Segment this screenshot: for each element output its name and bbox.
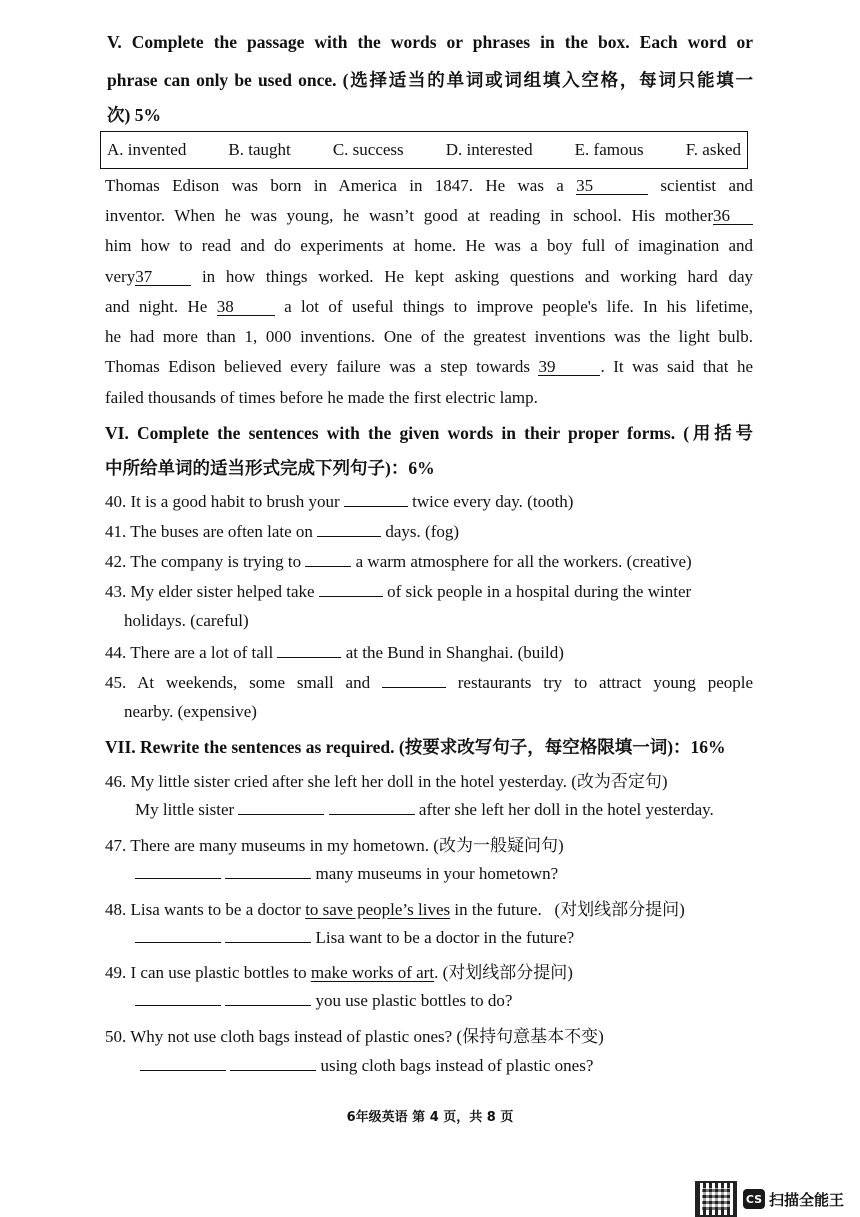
question-46: 46. My little sister cried after she left her doll in the hotel yesterday. (改为否定句) xyxy=(105,772,668,791)
answer-line-49: you use plastic bottles to do? xyxy=(135,990,512,1011)
answer-blank[interactable] xyxy=(317,521,381,537)
answer-blank[interactable] xyxy=(329,799,415,815)
camscanner-logo-icon: CS xyxy=(743,1189,765,1209)
qr-code-icon xyxy=(695,1181,737,1217)
question-45-cont: nearby. (expensive) xyxy=(124,702,257,721)
scanner-label: 扫描全能王 xyxy=(769,1190,845,1209)
question-49: 49. I can use plastic bottles to make works of art. (对划线部分提问) xyxy=(105,963,573,982)
question-42: 42. The company is trying to a warm atmosphere for all the workers. (creative) xyxy=(105,552,692,571)
answer-line-50: using cloth bags instead of plastic ones? xyxy=(140,1055,593,1076)
word-option: F. asked xyxy=(685,140,741,159)
section5-heading-line3: 次) 5% xyxy=(107,105,161,125)
answer-blank[interactable] xyxy=(344,491,408,507)
passage-line: Thomas Edison believed every failure was a step towards 39 . It was said that he xyxy=(105,357,753,376)
answer-blank[interactable] xyxy=(225,990,311,1006)
blank-39[interactable]: 39 xyxy=(538,358,600,376)
answer-line-47: many museums in your hometown? xyxy=(135,863,558,884)
answer-blank[interactable] xyxy=(225,927,311,943)
word-option: A. invented xyxy=(107,140,187,159)
answer-blank[interactable] xyxy=(135,863,221,879)
scanner-watermark xyxy=(695,1181,844,1217)
word-option: D. interested xyxy=(445,140,533,159)
answer-blank[interactable] xyxy=(305,551,351,567)
answer-blank[interactable] xyxy=(277,642,341,658)
passage-line: him how to read and do experiments at home. He was a boy full of imagination and xyxy=(105,236,753,255)
passage-line: and night. He 38 a lot of useful things to improve people's life. In his lifetime, xyxy=(105,297,753,316)
passage-line: Thomas Edison was born in America in 1847. He was a 35 scientist and xyxy=(105,176,753,195)
section7-heading: VII. Rewrite the sentences as required. (按要求改写句子，每空格限填一词)：16% xyxy=(105,737,726,757)
question-47: 47. There are many museums in my hometown. (改为一般疑问句) xyxy=(105,836,564,855)
section5-heading-line2: phrase can only be used once. (选择适当的单词或词组填入空格，每词只能填一 xyxy=(107,70,753,90)
question-50: 50. Why not use cloth bags instead of plastic ones? (保持句意基本不变) xyxy=(105,1027,604,1046)
blank-36[interactable]: 36 xyxy=(713,207,753,225)
question-40: 40. It is a good habit to brush your twice every day. (tooth) xyxy=(105,492,574,511)
word-box xyxy=(100,131,748,169)
word-option: E. famous xyxy=(574,140,644,159)
question-43: 43. My elder sister helped take of sick people in a hospital during the winter xyxy=(105,582,692,601)
answer-blank[interactable] xyxy=(140,1055,226,1071)
answer-blank[interactable] xyxy=(225,863,311,879)
question-43-cont: holidays. (careful) xyxy=(124,611,249,630)
underlined-phrase: make works of art xyxy=(310,963,435,982)
passage-line: failed thousands of times before he made the first electric lamp. xyxy=(105,388,538,407)
blank-37[interactable]: 37 xyxy=(135,268,191,286)
passage-line: inventor. When he was young, he wasn’t good at reading in school. His mother36 xyxy=(105,206,753,226)
section6-heading-line2: 中所给单词的适当形式完成下列句子)：6% xyxy=(105,458,435,478)
answer-blank[interactable] xyxy=(135,927,221,943)
underlined-phrase: to save people’s lives xyxy=(305,900,451,919)
question-41: 41. The buses are often late on days. (fog) xyxy=(105,522,460,541)
passage-line: very37 in how things worked. He kept asking questions and working hard day xyxy=(105,267,753,286)
answer-blank[interactable] xyxy=(230,1055,316,1071)
word-option: C. success xyxy=(332,140,404,159)
answer-blank[interactable] xyxy=(382,672,446,688)
blank-35[interactable]: 35 xyxy=(576,177,648,195)
question-45: 45. At weekends, some small and restaurants try to attract young people xyxy=(105,673,754,692)
answer-line-46: My little sister after she left her doll in the hotel yesterday. xyxy=(135,800,714,819)
section6-heading-line1: VI. Complete the sentences with the given words in their proper forms. (用括号 xyxy=(105,423,753,443)
question-44: 44. There are a lot of tall at the Bund in Shanghai. (build) xyxy=(105,643,564,662)
page-footer: 6年级英语 第 4 页，共 8 页 xyxy=(346,1110,514,1125)
passage-line: he had more than 1, 000 inventions. One of the greatest inventions was the light bulb. xyxy=(105,327,753,346)
answer-line-48: Lisa want to be a doctor in the future? xyxy=(135,927,574,948)
section5-heading-line1: V. Complete the passage with the words or phrases in the box. Each word or xyxy=(107,32,753,52)
blank-38[interactable]: 38 xyxy=(217,298,275,316)
word-option: B. taught xyxy=(228,140,291,159)
answer-blank[interactable] xyxy=(319,581,383,597)
question-48: 48. Lisa wants to be a doctor to save people’s lives in the future. (对划线部分提问) xyxy=(105,900,685,919)
answer-blank[interactable] xyxy=(238,799,324,815)
answer-blank[interactable] xyxy=(135,990,221,1006)
